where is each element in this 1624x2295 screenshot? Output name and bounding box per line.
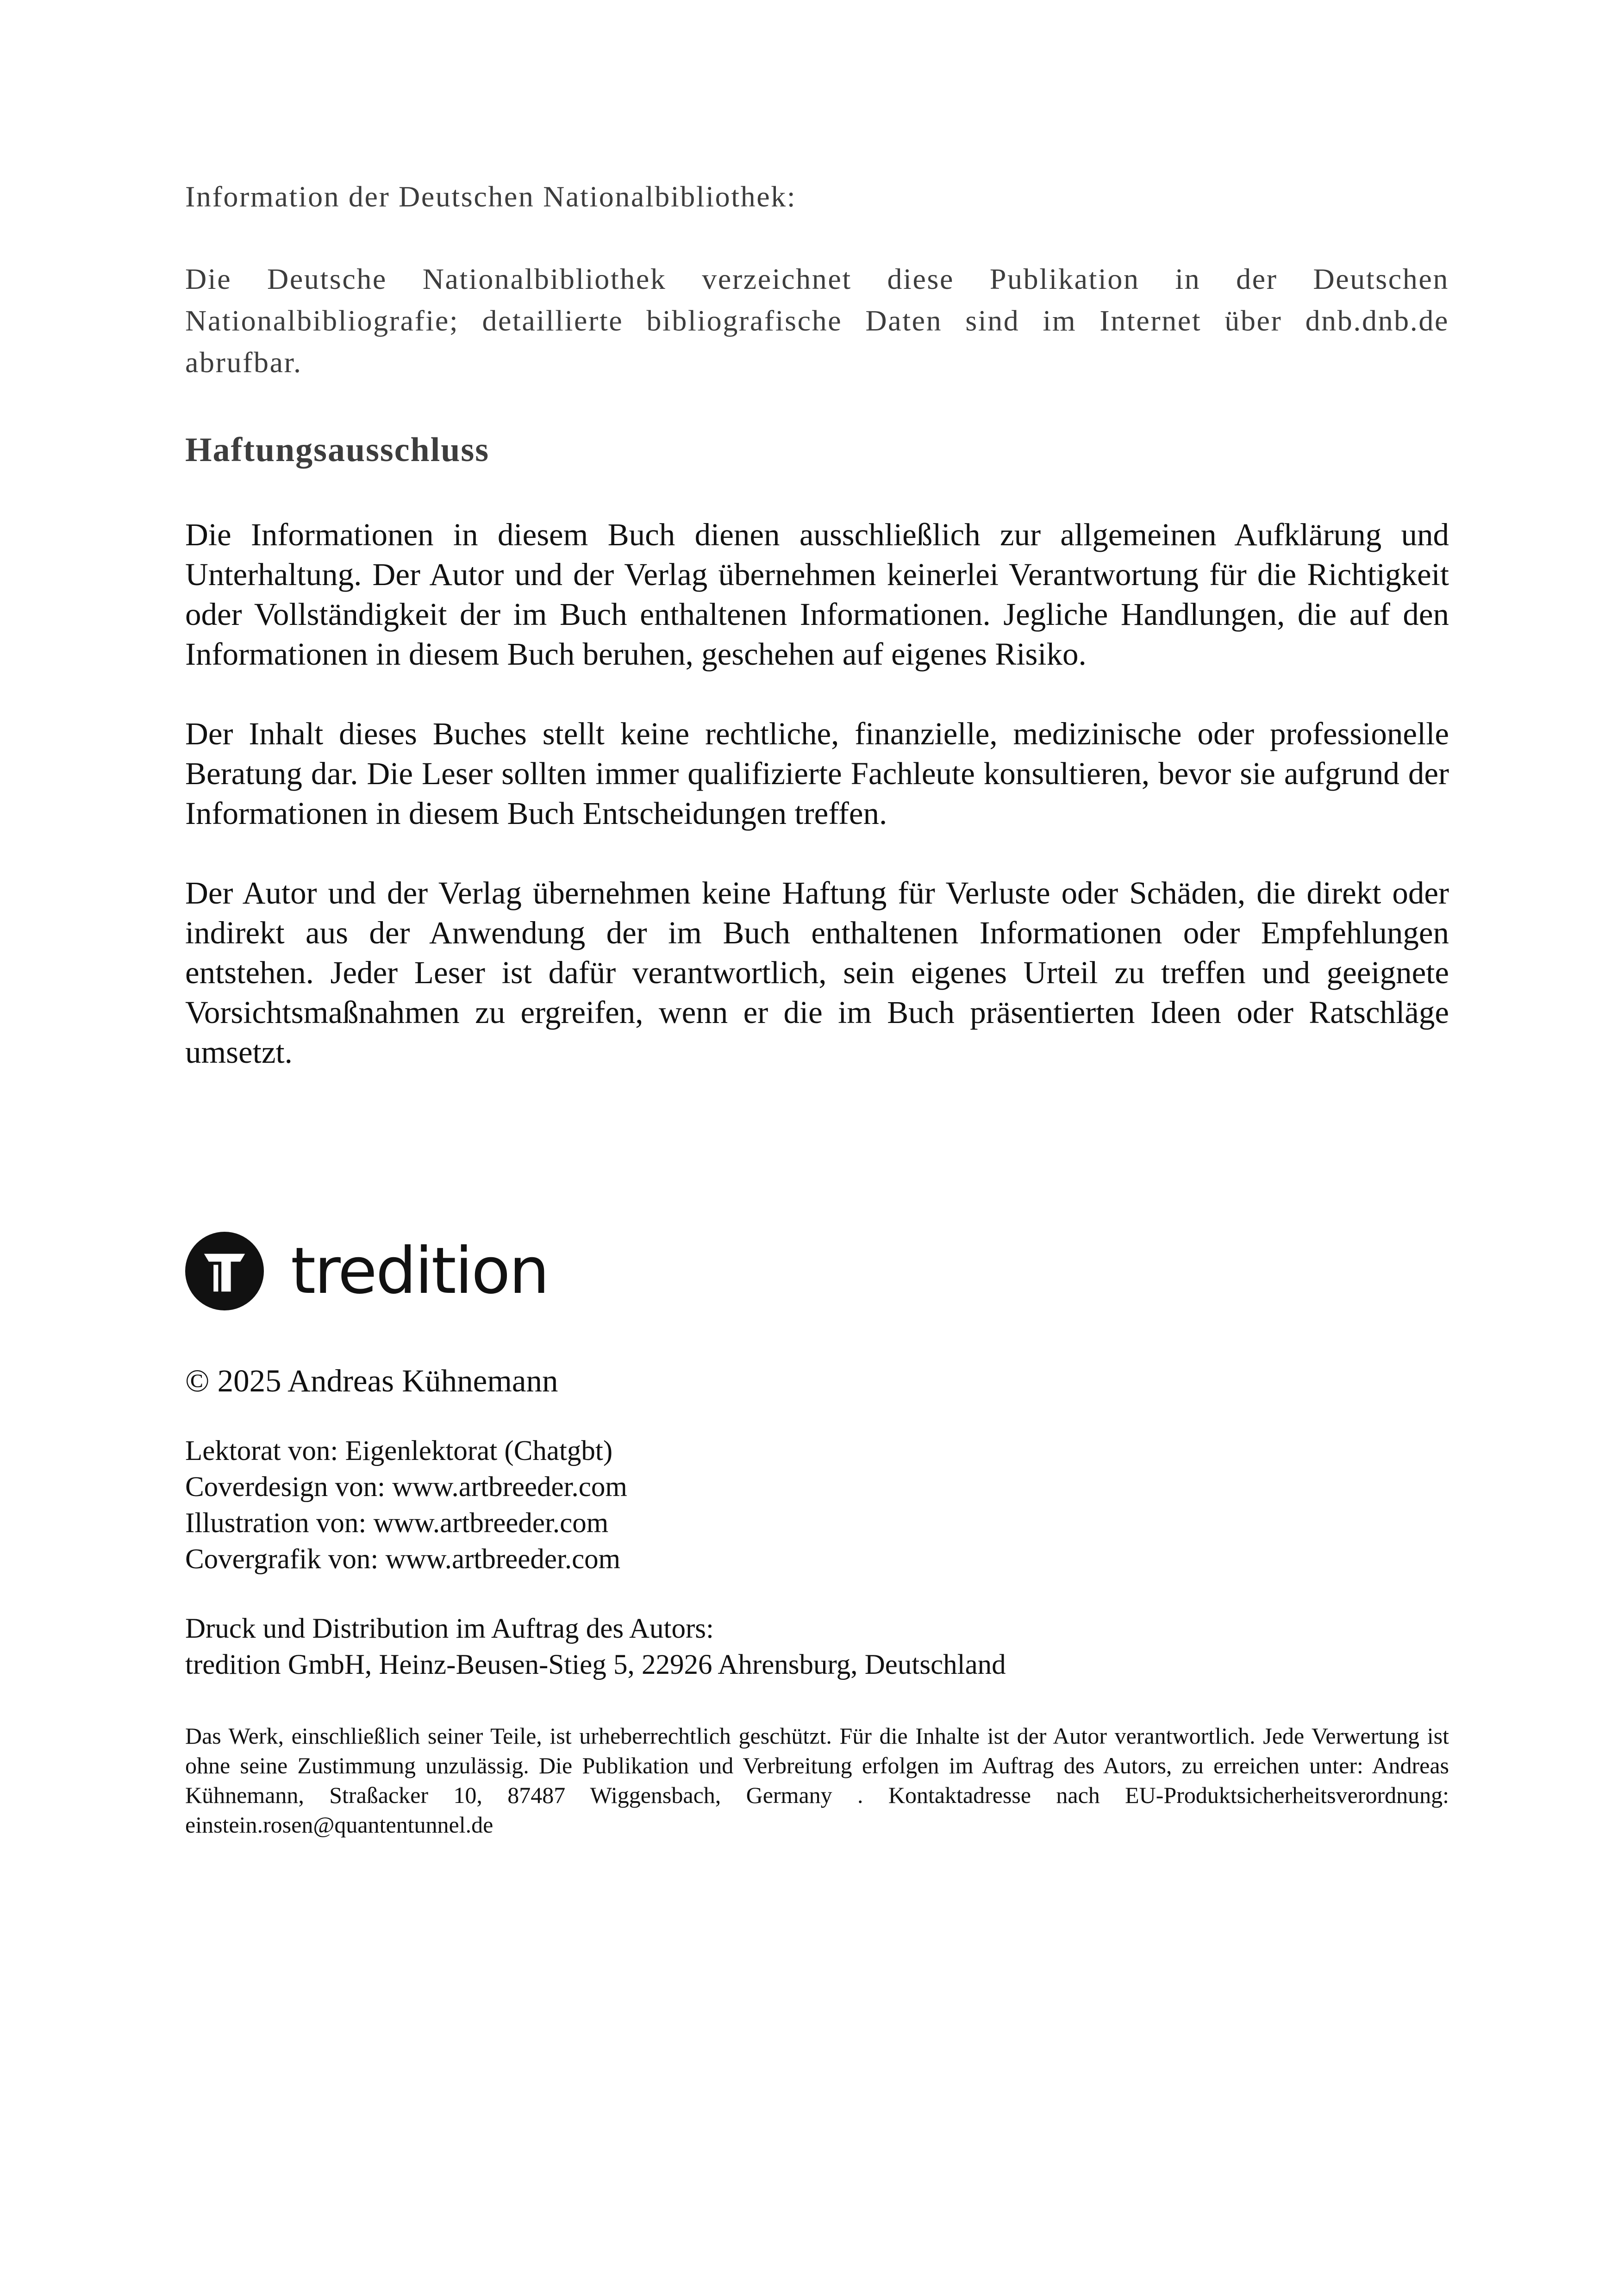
credit-line: Covergrafik von: www.artbreeder.com	[185, 1544, 621, 1575]
disclaimer-heading: Haftungsausschluss	[185, 431, 490, 469]
print-line: Druck und Distribution im Auftrag des Autors:	[185, 1613, 714, 1644]
legal-notice: Das Werk, einschließlich seiner Teile, ist urheberrechtlich geschützt. Für die Inhalte ist der Autor verantwortlich. Jede Verwertung ist ohne seine Zustimmung unzulässig. Die Publikation und Verbreitung erfolgen im Auftrag des Autors, zu erreichen unter: Andreas Kühnemann, Straßacker 10, 87487 Wiggensbach, Germany . Kontaktadresse nach EU-Produktsicherheitsverordnung: einstein.rosen@quantentunnel.de	[185, 1723, 1449, 1838]
print-distribution-block	[185, 1611, 1449, 1683]
dnb-text: Die Deutsche Nationalbibliothek verzeichnet diese Publikation in der Deutschen Nationalbibliografie; detaillierte bibliografische Daten sind im Internet über dnb.dnb.de abrufbar.	[185, 262, 1449, 379]
imprint-page	[185, 176, 1449, 1840]
credits-block	[185, 1433, 1449, 1578]
credit-line: Illustration von: www.artbreeder.com	[185, 1508, 609, 1539]
credit-line: Lektorat von: Eigenlektorat (Chatgbt)	[185, 1435, 613, 1466]
disclaimer-paragraph-3: Der Autor und der Verlag übernehmen keine Haftung für Verluste oder Schäden, die direkt oder indirekt aus der Anwendung der im Buch enthaltenen Informationen oder Empfehlungen entstehen. Jeder Leser ist dafür verantwortlich, sein eigenes Urteil zu treffen und geeignete Vorsichtsmaßnahmen zu ergreifen, wenn er die im Buch präsentierten Ideen oder Ratschläge umsetzt.	[185, 875, 1449, 1070]
publisher-name: tredition	[291, 1234, 548, 1308]
copyright-line: © 2025 Andreas Kühnemann	[185, 1363, 558, 1398]
credit-line: Coverdesign von: www.artbreeder.com	[185, 1472, 627, 1503]
disclaimer-paragraph-1: Die Informationen in diesem Buch dienen ausschließlich zur allgemeinen Aufklärung und Unterhaltung. Der Autor und der Verlag übernehmen keinerlei Verantwortung für die Richtigkeit oder Vollständigkeit der im Buch enthaltenen Informationen. Jegliche Handlungen, die auf den Informationen in diesem Buch beruhen, geschehen auf eigenes Risiko.	[185, 517, 1449, 672]
disclaimer-paragraph-2: Der Inhalt dieses Buches stellt keine rechtliche, finanzielle, medizinische oder professionelle Beratung dar. Die Leser sollten immer qualifizierte Fachleute konsultieren, bevor sie aufgrund der Informationen in diesem Buch Entscheidungen treffen.	[185, 716, 1449, 831]
print-line: tredition GmbH, Heinz-Beusen-Stieg 5, 22926 Ahrensburg, Deutschland	[185, 1649, 1006, 1680]
tredition-logo-icon	[185, 1232, 264, 1310]
dnb-heading: Information der Deutschen Nationalbibliothek:	[185, 180, 797, 213]
publisher-logo	[185, 1229, 1449, 1313]
